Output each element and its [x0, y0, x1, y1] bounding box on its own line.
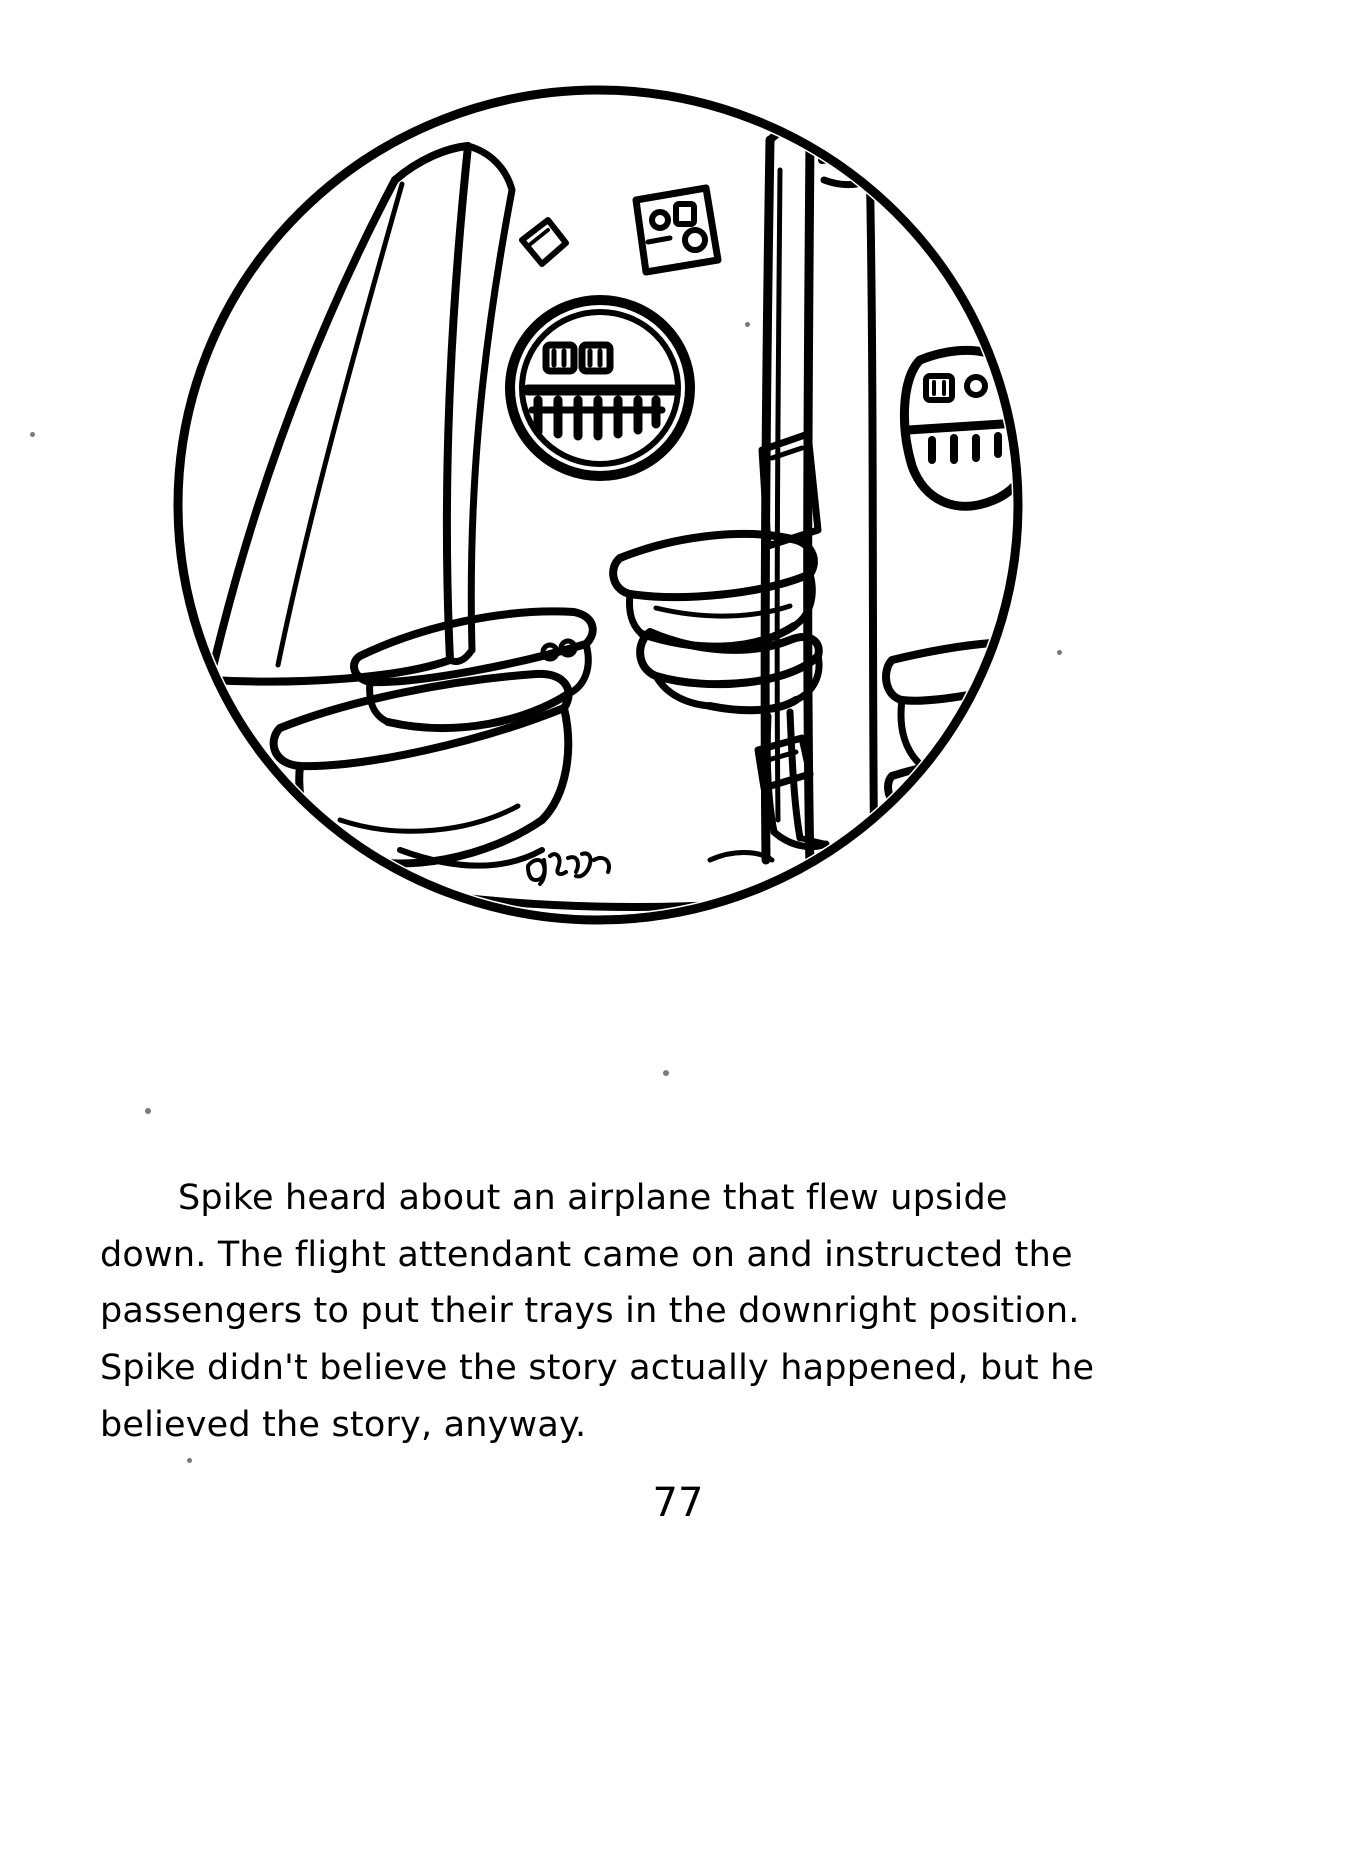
story-paragraph — [100, 1170, 1100, 1453]
artist-signature — [528, 853, 609, 884]
scan-speck — [663, 1070, 669, 1076]
scan-speck — [145, 1108, 151, 1114]
airplane-cabin-drawing — [150, 60, 1050, 960]
page-number: 77 — [652, 1480, 704, 1526]
scan-speck — [30, 432, 35, 437]
illustration — [150, 60, 1050, 960]
paragraph-text: Spike heard about an airplane that flew upside down. The flight attendant came on and instructed the passengers to put their trays in the downright position. Spike didn't believe the story actually happened, but he believed the story, anyway. — [100, 1178, 1095, 1445]
scan-speck — [187, 1458, 192, 1463]
scan-speck — [1057, 650, 1062, 655]
